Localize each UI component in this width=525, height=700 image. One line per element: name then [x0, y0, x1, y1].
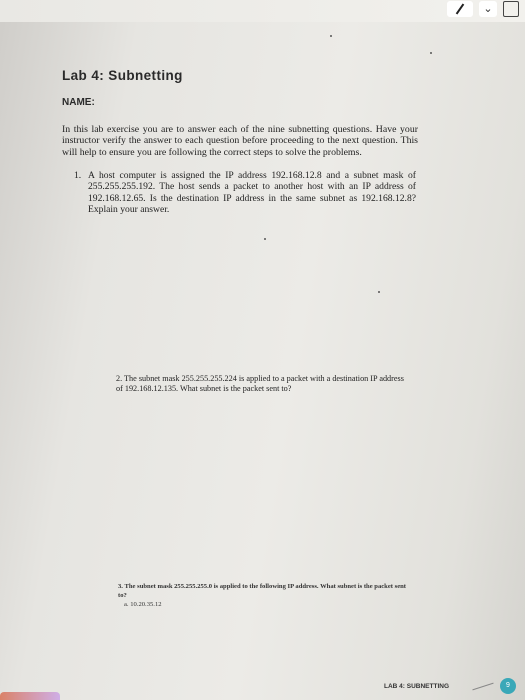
name-label: NAME: [62, 97, 95, 108]
speck [378, 291, 380, 293]
speck [330, 35, 332, 37]
question-3 [118, 582, 408, 609]
question-text: A host computer is assigned the IP address 192.168.12.8 and a subnet mask of 255.255.255.192. The host sends a packet to another host with an IP address of 192.168.12.65. Is the destination IP address in the same subnet as 192.168.12.8? Explain your answer. [88, 170, 416, 216]
square-icon[interactable] [503, 1, 519, 17]
app-dock-edge [0, 692, 60, 700]
speck [264, 238, 266, 240]
page-footer: LAB 4: SUBNETTING [384, 683, 449, 690]
toolbar-icons [447, 1, 519, 17]
footer-line [472, 683, 493, 691]
chevron-down-icon[interactable]: ⌄ [479, 1, 497, 17]
question-text: The subnet mask 255.255.255.0 is applied to the following IP address. What subnet is the packet sent to? [118, 583, 406, 599]
question-number: 3. [118, 583, 123, 590]
question-1 [76, 170, 416, 216]
question-number: 2. [116, 374, 123, 383]
question-option: a. 10.20.35.12 [124, 601, 162, 608]
toolbar [0, 0, 525, 22]
question-text: The subnet mask 255.255.255.224 is applied to a packet with a destination IP address of 192.168.12.135. What subnet is the packet sent to? [116, 374, 404, 393]
speck [430, 52, 432, 54]
intro-paragraph: In this lab exercise you are to answer each of the nine subnetting questions. Have your instructor verify the answer to each question before proceeding to the next question. This will help to ensure you are following the correct steps to solve the problems. [62, 124, 418, 158]
pen-icon[interactable] [447, 1, 473, 17]
page-title: Lab 4: Subnetting [62, 68, 183, 83]
page-number-badge: 9 [500, 678, 516, 694]
question-2 [116, 374, 406, 394]
question-number: 1. [74, 170, 82, 181]
